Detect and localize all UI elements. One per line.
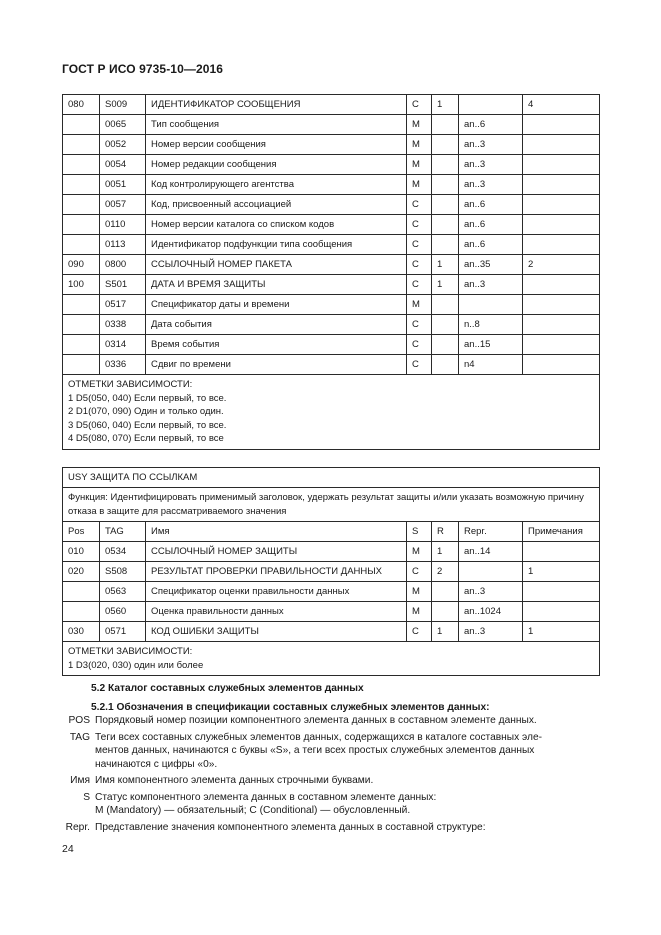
repeat-cell [432,195,459,215]
table-row [63,355,600,375]
table-row [63,115,600,135]
status-cell: М [407,295,432,315]
table-row [63,255,600,275]
table-row [63,175,600,195]
status-cell: С [407,355,432,375]
dependency-notes [63,642,600,676]
column-header-pos: Pos [63,522,100,542]
table-row [63,295,600,315]
status-cell: С [407,215,432,235]
tag-cell: 0110 [100,215,146,235]
repr-cell [459,295,523,315]
status-cell: С [407,562,432,582]
tag-cell: S009 [100,95,146,115]
name-cell: Код контролирующего агентства [146,175,407,195]
pos-cell [63,235,100,255]
column-header-row [63,522,600,542]
status-cell: С [407,335,432,355]
section-heading: 5.2 Каталог составных служебных элементов данных [91,683,364,694]
column-header-tag: TAG [100,522,146,542]
notes-cell [523,275,600,295]
repr-cell: an..6 [459,235,523,255]
repr-cell: an..35 [459,255,523,275]
name-cell: Спецификатор оценки правильности данных [146,582,407,602]
dependency-notes-title: ОТМЕТКИ ЗАВИСИМОСТИ: [68,646,193,658]
repr-cell: an..1024 [459,602,523,622]
pos-cell: 030 [63,622,100,642]
repeat-cell [432,602,459,622]
repeat-cell [432,582,459,602]
status-cell: М [407,175,432,195]
repeat-cell: 1 [432,95,459,115]
repr-cell [459,95,523,115]
table-row [63,195,600,215]
column-header-repr: Repr. [459,522,523,542]
definition-term: S [83,791,90,803]
status-cell: С [407,95,432,115]
tag-cell: 0560 [100,602,146,622]
repeat-cell: 1 [432,255,459,275]
definition-line: Теги всех составных служебных элементов данных, содержащихся в каталоге составных эле- [95,731,543,743]
segment-function: Функция: Идентифицировать применимый заголовок, удержать результат защиты и/или указать возможную причину отказа в защите для рассматриваемого значения [63,488,600,522]
dependency-notes-title: ОТМЕТКИ ЗАВИСИМОСТИ: [68,379,193,390]
dependency-notes [63,375,600,450]
definition-text [95,821,605,835]
definition-text [95,731,605,772]
name-cell: Номер редакции сообщения [146,155,407,175]
notes-cell [523,355,600,375]
pos-cell [63,135,100,155]
document-header: ГОСТ Р ИСО 9735-10—2016 [62,62,224,76]
status-cell: С [407,315,432,335]
tag-cell: 0051 [100,175,146,195]
notes-cell: 4 [523,95,600,115]
pos-cell: 080 [63,95,100,115]
segment-function-row [63,488,600,522]
notes-cell [523,175,600,195]
pos-cell: 090 [63,255,100,275]
notes-cell [523,582,600,602]
repr-cell: an..6 [459,195,523,215]
repr-cell: an..15 [459,335,523,355]
repr-cell: an..3 [459,155,523,175]
notes-cell [523,215,600,235]
repr-cell: an..3 [459,622,523,642]
tag-cell: 0338 [100,315,146,335]
column-header-repeat: R [432,522,459,542]
status-cell: С [407,255,432,275]
repeat-cell [432,235,459,255]
name-cell: ССЫЛОЧНЫЙ НОМЕР ПАКЕТА [146,255,407,275]
tag-cell: S508 [100,562,146,582]
name-cell: ДАТА И ВРЕМЯ ЗАЩИТЫ [146,275,407,295]
page-number: 24 [62,843,74,855]
pos-cell [63,155,100,175]
repr-cell: an..3 [459,275,523,295]
definition-line: M (Mandatory) — обязательный; C (Conditional) — обусловленный. [95,805,411,816]
repeat-cell [432,115,459,135]
column-header-name: Имя [146,522,407,542]
segment-title: USY ЗАЩИТА ПО ССЫЛКАМ [63,468,600,488]
table-row [63,235,600,255]
notes-cell [523,135,600,155]
usy-segment-table [62,467,600,676]
name-cell: Оценка правильности данных [146,602,407,622]
definition-item [60,774,605,788]
pos-cell [63,335,100,355]
pos-cell [63,582,100,602]
name-cell: Сдвиг по времени [146,355,407,375]
tag-cell: 0314 [100,335,146,355]
table-row [63,275,600,295]
repeat-cell: 1 [432,275,459,295]
repeat-cell [432,355,459,375]
pos-cell [63,315,100,335]
table-row [63,562,600,582]
pos-cell: 100 [63,275,100,295]
repr-cell: an..3 [459,582,523,602]
repeat-cell [432,175,459,195]
status-cell: М [407,582,432,602]
notes-cell [523,235,600,255]
definition-line: Имя компонентного элемента данных строчными буквами. [95,775,374,786]
table-row [63,335,600,355]
tag-cell: 0054 [100,155,146,175]
tag-cell: 0517 [100,295,146,315]
notes-cell [523,542,600,562]
repr-cell: an..3 [459,135,523,155]
tag-cell: 0800 [100,255,146,275]
notes-cell: 1 [523,562,600,582]
notes-cell [523,195,600,215]
definition-item [60,731,605,772]
dependency-notes-row [63,375,600,450]
pos-cell [63,175,100,195]
status-cell: М [407,135,432,155]
notes-cell [523,602,600,622]
status-cell: С [407,275,432,295]
tag-cell: S501 [100,275,146,295]
tag-cell: 0534 [100,542,146,562]
definition-term: Имя [70,775,90,786]
table-row [63,315,600,335]
notes-cell [523,155,600,175]
repeat-cell [432,315,459,335]
table-row [63,155,600,175]
status-cell: С [407,195,432,215]
tag-cell: 0065 [100,115,146,135]
subsection-heading: 5.2.1 Обозначения в спецификации составных служебных элементов данных: [91,702,490,713]
status-cell: М [407,542,432,562]
notes-cell: 2 [523,255,600,275]
status-cell: М [407,602,432,622]
segment-title-row [63,468,600,488]
pos-cell [63,195,100,215]
repeat-cell [432,135,459,155]
repr-cell [459,562,523,582]
dependency-note: 1 D3(020, 030) один или более [68,659,204,671]
definitions-list [60,714,605,837]
definition-line: Статус компонентного элемента данных в составном элементе данных: [95,791,437,803]
dependency-note: 1 D5(050, 040) Если первый, то все. [68,392,227,404]
name-cell: Номер версии сообщения [146,135,407,155]
pos-cell [63,115,100,135]
definition-line: Представление значения компонентного элемента данных в составной структуре: [95,821,486,833]
definition-text [95,774,605,788]
definition-line: начинаются с цифры «0». [95,758,218,770]
notes-cell [523,115,600,135]
tag-cell: 0052 [100,135,146,155]
tag-cell: 0563 [100,582,146,602]
definition-line: ментов данных, начинаются с буквы «S», а теги всех простых служебных элементов данных [95,745,535,756]
notes-cell [523,335,600,355]
repr-cell: an..14 [459,542,523,562]
table-row [63,602,600,622]
name-cell: Код, присвоенный ассоциацией [146,195,407,215]
repr-cell: an..6 [459,215,523,235]
repr-cell: an..6 [459,115,523,135]
repeat-cell [432,155,459,175]
definition-text [95,791,605,818]
notes-cell [523,295,600,315]
repeat-cell: 1 [432,542,459,562]
name-cell: Идентификатор подфункции типа сообщения [146,235,407,255]
tag-cell: 0057 [100,195,146,215]
repr-cell: n..8 [459,315,523,335]
repeat-cell: 2 [432,562,459,582]
composite-elements-table [62,94,600,450]
repr-cell: an..3 [459,175,523,195]
table-row [63,622,600,642]
table-row [63,215,600,235]
definition-term: POS [68,715,90,726]
definition-term: TAG [69,731,90,743]
name-cell: Дата события [146,315,407,335]
dependency-note: 2 D1(070, 090) Один и только один. [68,406,224,418]
repeat-cell [432,295,459,315]
definition-item [60,714,605,728]
repeat-cell [432,215,459,235]
tag-cell: 0113 [100,235,146,255]
definition-item [60,821,605,835]
repeat-cell [432,335,459,355]
status-cell: С [407,622,432,642]
tag-cell: 0336 [100,355,146,375]
table-row [63,542,600,562]
dependency-note: 4 D5(080, 070) Если первый, то все [68,433,224,445]
name-cell: ИДЕНТИФИКАТОР СООБЩЕНИЯ [146,95,407,115]
dependency-note: 3 D5(060, 040) Если первый, то все. [68,419,227,431]
definition-term: Repr. [65,821,90,833]
status-cell: С [407,235,432,255]
table-row [63,95,600,115]
status-cell: М [407,155,432,175]
name-cell: Тип сообщения [146,115,407,135]
name-cell: Номер версии каталога со списком кодов [146,215,407,235]
repr-cell: n4 [459,355,523,375]
definition-text [95,714,605,728]
table-row [63,135,600,155]
dependency-notes-row [63,642,600,676]
tag-cell: 0571 [100,622,146,642]
name-cell: Спецификатор даты и времени [146,295,407,315]
pos-cell [63,602,100,622]
repeat-cell: 1 [432,622,459,642]
name-cell: КОД ОШИБКИ ЗАЩИТЫ [146,622,407,642]
notes-cell: 1 [523,622,600,642]
name-cell: РЕЗУЛЬТАТ ПРОВЕРКИ ПРАВИЛЬНОСТИ ДАННЫХ [146,562,407,582]
name-cell: ССЫЛОЧНЫЙ НОМЕР ЗАЩИТЫ [146,542,407,562]
column-header-status: S [407,522,432,542]
pos-cell [63,295,100,315]
pos-cell [63,355,100,375]
definition-item [60,791,605,818]
column-header-notes: Примечания [523,522,600,542]
notes-cell [523,315,600,335]
table-row [63,582,600,602]
pos-cell [63,215,100,235]
name-cell: Время события [146,335,407,355]
status-cell: М [407,115,432,135]
pos-cell: 010 [63,542,100,562]
definition-line: Порядковый номер позиции компонентного элемента данных в составном элементе данных. [95,715,537,726]
pos-cell: 020 [63,562,100,582]
